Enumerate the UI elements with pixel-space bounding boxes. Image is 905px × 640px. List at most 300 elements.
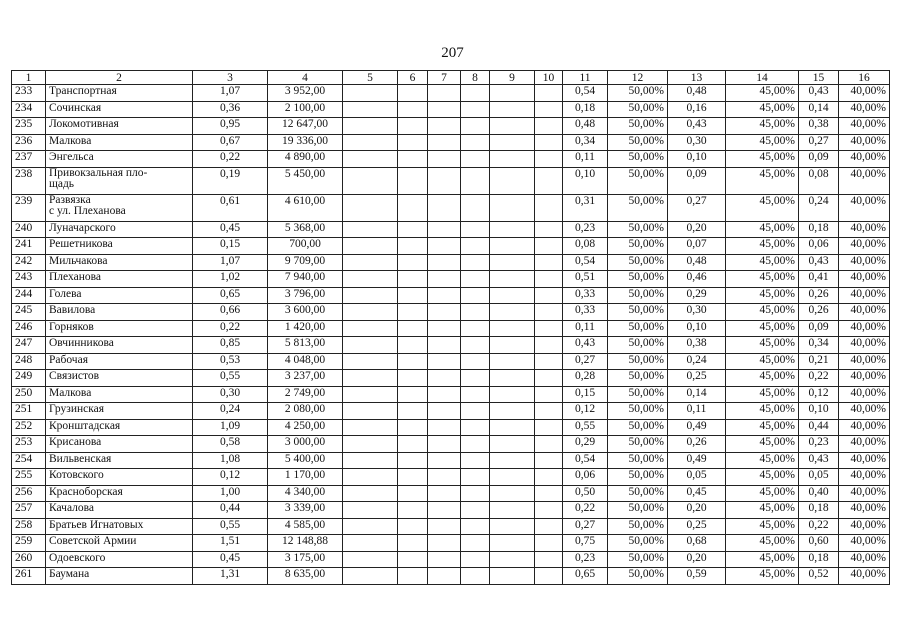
row-number: 237 [12,151,46,168]
empty-cell [428,337,461,354]
street-name: Советской Армии [46,535,193,552]
table-row [12,370,890,387]
cell-col-14: 45,00% [726,518,799,535]
cell-col-13: 0,07 [668,238,726,255]
empty-cell [490,254,535,271]
table-body [12,85,890,585]
table-row [12,118,890,135]
cell-col-4: 4 890,00 [268,151,343,168]
cell-col-4: 1 170,00 [268,469,343,486]
cell-col-13: 0,43 [668,118,726,135]
cell-col-3: 0,12 [193,469,268,486]
cell-col-16: 40,00% [839,134,890,151]
cell-col-12: 50,00% [608,167,668,194]
empty-cell [428,568,461,585]
column-header: 8 [461,71,490,85]
empty-cell [398,370,428,387]
street-name: Решетникова [46,238,193,255]
empty-cell [535,469,563,486]
empty-cell [461,134,490,151]
cell-col-3: 0,36 [193,101,268,118]
cell-col-4: 7 940,00 [268,271,343,288]
row-number: 245 [12,304,46,321]
row-number: 258 [12,518,46,535]
cell-col-4: 3 796,00 [268,287,343,304]
empty-cell [428,194,461,221]
street-name: Развязка с ул. Плеханова [46,194,193,221]
street-name: Качалова [46,502,193,519]
empty-cell [461,221,490,238]
empty-cell [535,167,563,194]
cell-col-15: 0,05 [799,469,839,486]
table-row [12,502,890,519]
empty-cell [398,287,428,304]
empty-cell [428,502,461,519]
cell-col-14: 45,00% [726,320,799,337]
cell-col-15: 0,40 [799,485,839,502]
empty-cell [398,304,428,321]
empty-cell [535,353,563,370]
empty-cell [535,238,563,255]
column-header: 13 [668,71,726,85]
cell-col-16: 40,00% [839,118,890,135]
cell-col-3: 0,55 [193,518,268,535]
cell-col-13: 0,05 [668,469,726,486]
cell-col-12: 50,00% [608,221,668,238]
cell-col-11: 0,27 [563,518,608,535]
empty-cell [461,151,490,168]
cell-col-12: 50,00% [608,194,668,221]
cell-col-13: 0,30 [668,304,726,321]
table-row [12,101,890,118]
cell-col-12: 50,00% [608,452,668,469]
empty-cell [398,568,428,585]
empty-cell [461,370,490,387]
empty-cell [461,101,490,118]
empty-cell [398,485,428,502]
cell-col-15: 0,09 [799,320,839,337]
cell-col-3: 0,67 [193,134,268,151]
empty-cell [428,386,461,403]
street-name: Малкова [46,386,193,403]
cell-col-11: 0,65 [563,568,608,585]
cell-col-14: 45,00% [726,502,799,519]
cell-col-12: 50,00% [608,304,668,321]
cell-col-16: 40,00% [839,304,890,321]
cell-col-12: 50,00% [608,353,668,370]
cell-col-12: 50,00% [608,85,668,102]
cell-col-11: 0,22 [563,502,608,519]
cell-col-4: 3 000,00 [268,436,343,453]
column-header: 6 [398,71,428,85]
empty-cell [343,151,398,168]
empty-cell [428,452,461,469]
empty-cell [343,101,398,118]
street-name: Баумана [46,568,193,585]
empty-cell [343,386,398,403]
empty-cell [535,535,563,552]
header-row [12,71,890,85]
empty-cell [535,254,563,271]
cell-col-3: 1,08 [193,452,268,469]
cell-col-3: 0,22 [193,320,268,337]
table-row [12,518,890,535]
empty-cell [535,221,563,238]
empty-cell [428,320,461,337]
row-number: 242 [12,254,46,271]
table-row [12,353,890,370]
empty-cell [535,287,563,304]
cell-col-16: 40,00% [839,469,890,486]
empty-cell [461,436,490,453]
cell-col-4: 2 080,00 [268,403,343,420]
empty-cell [535,568,563,585]
row-number: 241 [12,238,46,255]
cell-col-12: 50,00% [608,337,668,354]
cell-col-13: 0,10 [668,151,726,168]
row-number: 236 [12,134,46,151]
empty-cell [535,101,563,118]
street-name: Мильчакова [46,254,193,271]
empty-cell [428,151,461,168]
row-number: 247 [12,337,46,354]
cell-col-3: 0,45 [193,221,268,238]
cell-col-12: 50,00% [608,551,668,568]
cell-col-14: 45,00% [726,85,799,102]
empty-cell [490,469,535,486]
cell-col-11: 0,54 [563,452,608,469]
empty-cell [428,238,461,255]
cell-col-13: 0,26 [668,436,726,453]
cell-col-15: 0,60 [799,535,839,552]
empty-cell [461,118,490,135]
cell-col-14: 45,00% [726,353,799,370]
cell-col-12: 50,00% [608,386,668,403]
cell-col-13: 0,25 [668,370,726,387]
cell-col-11: 0,23 [563,221,608,238]
empty-cell [343,419,398,436]
row-number: 240 [12,221,46,238]
cell-col-16: 40,00% [839,436,890,453]
cell-col-15: 0,22 [799,518,839,535]
cell-col-14: 45,00% [726,337,799,354]
empty-cell [398,502,428,519]
empty-cell [535,320,563,337]
empty-cell [428,254,461,271]
empty-cell [461,304,490,321]
empty-cell [398,337,428,354]
empty-cell [398,118,428,135]
empty-cell [535,386,563,403]
cell-col-3: 0,65 [193,287,268,304]
cell-col-12: 50,00% [608,370,668,387]
empty-cell [461,403,490,420]
cell-col-3: 1,31 [193,568,268,585]
street-name: Котовского [46,469,193,486]
cell-col-4: 4 610,00 [268,194,343,221]
empty-cell [535,304,563,321]
table-row [12,320,890,337]
cell-col-14: 45,00% [726,101,799,118]
empty-cell [461,337,490,354]
cell-col-16: 40,00% [839,353,890,370]
cell-col-11: 0,10 [563,167,608,194]
cell-col-12: 50,00% [608,403,668,420]
row-number: 260 [12,551,46,568]
row-number: 234 [12,101,46,118]
cell-col-14: 45,00% [726,221,799,238]
cell-col-15: 0,41 [799,271,839,288]
empty-cell [461,287,490,304]
cell-col-11: 0,43 [563,337,608,354]
empty-cell [398,386,428,403]
row-number: 254 [12,452,46,469]
cell-col-11: 0,12 [563,403,608,420]
empty-cell [490,419,535,436]
cell-col-11: 0,11 [563,320,608,337]
row-number: 243 [12,271,46,288]
cell-col-4: 4 340,00 [268,485,343,502]
empty-cell [398,254,428,271]
cell-col-13: 0,09 [668,167,726,194]
cell-col-15: 0,23 [799,436,839,453]
row-number: 253 [12,436,46,453]
cell-col-11: 0,34 [563,134,608,151]
empty-cell [343,118,398,135]
street-name: Грузинская [46,403,193,420]
empty-cell [461,320,490,337]
cell-col-15: 0,21 [799,353,839,370]
cell-col-4: 2 100,00 [268,101,343,118]
empty-cell [461,469,490,486]
empty-cell [490,134,535,151]
empty-cell [343,134,398,151]
cell-col-3: 1,51 [193,535,268,552]
cell-col-16: 40,00% [839,238,890,255]
row-number: 248 [12,353,46,370]
cell-col-15: 0,43 [799,452,839,469]
cell-col-13: 0,27 [668,194,726,221]
cell-col-13: 0,30 [668,134,726,151]
column-header: 4 [268,71,343,85]
table-row [12,167,890,194]
empty-cell [343,221,398,238]
cell-col-16: 40,00% [839,386,890,403]
cell-col-12: 50,00% [608,238,668,255]
empty-cell [428,353,461,370]
cell-col-4: 4 250,00 [268,419,343,436]
cell-col-13: 0,25 [668,518,726,535]
table-row [12,134,890,151]
empty-cell [535,194,563,221]
cell-col-12: 50,00% [608,287,668,304]
street-name: Плеханова [46,271,193,288]
empty-cell [343,194,398,221]
cell-col-15: 0,43 [799,254,839,271]
cell-col-14: 45,00% [726,403,799,420]
cell-col-14: 45,00% [726,485,799,502]
cell-col-11: 0,33 [563,304,608,321]
cell-col-3: 0,44 [193,502,268,519]
empty-cell [398,436,428,453]
empty-cell [461,419,490,436]
table-row [12,551,890,568]
empty-cell [343,271,398,288]
empty-cell [461,254,490,271]
cell-col-11: 0,29 [563,436,608,453]
cell-col-13: 0,29 [668,287,726,304]
cell-col-3: 0,85 [193,337,268,354]
cell-col-16: 40,00% [839,194,890,221]
cell-col-11: 0,51 [563,271,608,288]
cell-col-12: 50,00% [608,320,668,337]
empty-cell [535,436,563,453]
cell-col-13: 0,49 [668,452,726,469]
cell-col-12: 50,00% [608,535,668,552]
cell-col-12: 50,00% [608,518,668,535]
empty-cell [461,518,490,535]
empty-cell [343,436,398,453]
cell-col-16: 40,00% [839,320,890,337]
empty-cell [490,304,535,321]
cell-col-4: 4 585,00 [268,518,343,535]
empty-cell [398,101,428,118]
empty-cell [398,238,428,255]
cell-col-13: 0,59 [668,568,726,585]
cell-col-13: 0,48 [668,85,726,102]
empty-cell [343,353,398,370]
cell-col-13: 0,24 [668,353,726,370]
cell-col-15: 0,10 [799,403,839,420]
row-number: 255 [12,469,46,486]
cell-col-16: 40,00% [839,485,890,502]
row-number: 257 [12,502,46,519]
cell-col-3: 0,30 [193,386,268,403]
empty-cell [398,271,428,288]
cell-col-16: 40,00% [839,518,890,535]
empty-cell [398,518,428,535]
cell-col-11: 0,50 [563,485,608,502]
row-number: 233 [12,85,46,102]
cell-col-13: 0,20 [668,551,726,568]
empty-cell [343,502,398,519]
cell-col-3: 1,09 [193,419,268,436]
column-header: 11 [563,71,608,85]
empty-cell [398,85,428,102]
cell-col-4: 3 237,00 [268,370,343,387]
cell-col-14: 45,00% [726,436,799,453]
cell-col-12: 50,00% [608,151,668,168]
cell-col-3: 1,02 [193,271,268,288]
empty-cell [461,485,490,502]
cell-col-15: 0,18 [799,551,839,568]
table-row [12,485,890,502]
cell-col-4: 3 952,00 [268,85,343,102]
empty-cell [490,353,535,370]
cell-col-12: 50,00% [608,419,668,436]
cell-col-3: 0,15 [193,238,268,255]
empty-cell [428,271,461,288]
table-row [12,337,890,354]
empty-cell [535,551,563,568]
empty-cell [490,502,535,519]
cell-col-15: 0,43 [799,85,839,102]
cell-col-14: 45,00% [726,254,799,271]
cell-col-3: 0,19 [193,167,268,194]
empty-cell [398,469,428,486]
table-row [12,194,890,221]
empty-cell [428,167,461,194]
cell-col-3: 1,00 [193,485,268,502]
row-number: 251 [12,403,46,420]
empty-cell [535,118,563,135]
empty-cell [343,370,398,387]
cell-col-3: 0,24 [193,403,268,420]
cell-col-11: 0,06 [563,469,608,486]
cell-col-13: 0,38 [668,337,726,354]
column-header: 15 [799,71,839,85]
empty-cell [343,287,398,304]
cell-col-12: 50,00% [608,568,668,585]
empty-cell [343,551,398,568]
cell-col-11: 0,23 [563,551,608,568]
street-name: Крисанова [46,436,193,453]
cell-col-15: 0,27 [799,134,839,151]
cell-col-14: 45,00% [726,151,799,168]
cell-col-16: 40,00% [839,151,890,168]
empty-cell [461,194,490,221]
data-table [11,70,890,585]
cell-col-14: 45,00% [726,452,799,469]
cell-col-15: 0,26 [799,304,839,321]
cell-col-15: 0,22 [799,370,839,387]
cell-col-4: 3 600,00 [268,304,343,321]
cell-col-16: 40,00% [839,535,890,552]
cell-col-4: 3 175,00 [268,551,343,568]
empty-cell [490,518,535,535]
empty-cell [428,419,461,436]
cell-col-4: 9 709,00 [268,254,343,271]
cell-col-4: 1 420,00 [268,320,343,337]
cell-col-11: 0,15 [563,386,608,403]
cell-col-16: 40,00% [839,221,890,238]
column-header: 16 [839,71,890,85]
table-row [12,238,890,255]
cell-col-16: 40,00% [839,452,890,469]
row-number: 239 [12,194,46,221]
cell-col-11: 0,33 [563,287,608,304]
empty-cell [398,151,428,168]
empty-cell [428,101,461,118]
empty-cell [343,452,398,469]
cell-col-14: 45,00% [726,238,799,255]
cell-col-12: 50,00% [608,502,668,519]
empty-cell [428,551,461,568]
cell-col-4: 12 148,88 [268,535,343,552]
empty-cell [461,238,490,255]
cell-col-14: 45,00% [726,167,799,194]
table-row [12,419,890,436]
empty-cell [490,386,535,403]
empty-cell [398,320,428,337]
empty-cell [490,568,535,585]
cell-col-15: 0,06 [799,238,839,255]
empty-cell [535,151,563,168]
empty-cell [490,436,535,453]
empty-cell [428,370,461,387]
cell-col-14: 45,00% [726,304,799,321]
cell-col-3: 0,61 [193,194,268,221]
